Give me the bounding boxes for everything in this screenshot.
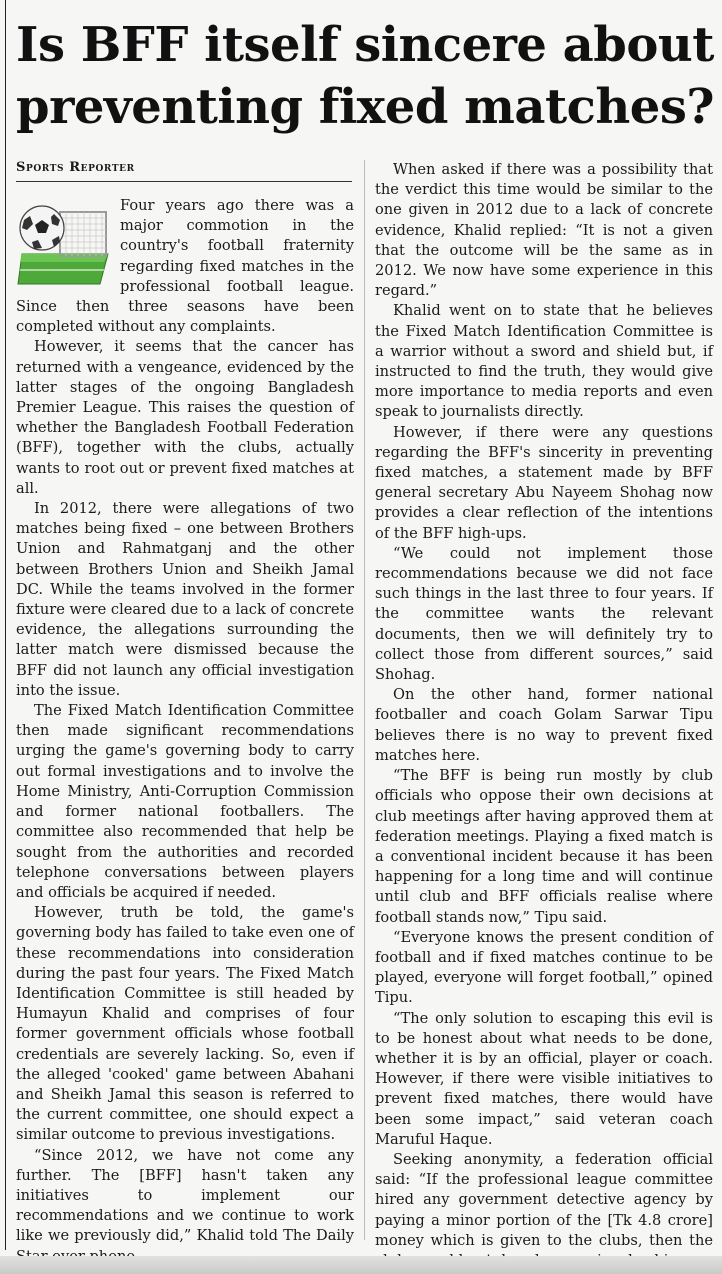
- paragraph: Four years ago there was a major commotion in the country's football fraternity regarding fixed matches in the professional football league. Since then three seasons have been completed without any complaints.: [16, 197, 354, 336]
- page-bottom-edge: [0, 1256, 722, 1274]
- paragraph: On the other hand, former national footballer and coach Golam Sarwar Tipu believes there is no way to prevent fixed matches here.: [375, 686, 713, 764]
- paragraph: Khalid went on to state that he believes the Fixed Match Identification Committee is a warrior without a sword and shield but, if instructed to find the truth, they would give more importance to media reports and even speak to journalists directly.: [375, 302, 713, 421]
- paragraph: The Fixed Match Identification Committee then made significant recommendations urging the game's governing body to carry out formal investigations and to involve the Home Ministry, Anti-Corruption Commission and former national footballers. The committee also recommended that help be sought from the authorities and recorded telephone conversations between players and officials be acquired if needed.: [16, 702, 354, 901]
- page-edge-rule: [5, 0, 6, 1250]
- article-column-left: [16, 196, 354, 1267]
- headline: Is BFF itself sincere about preventing fixed matches?: [16, 17, 714, 135]
- paragraph: “The BFF is being run mostly by club officials who oppose their own decisions at club meetings after having approved them at federation meetings. Playing a fixed match is a conventional incident because it has been happening for a long time and will continue until club and BFF officials realise where football stands now,” Tipu said.: [375, 767, 713, 926]
- column-divider: [364, 160, 365, 1240]
- paragraph: In 2012, there were allegations of two matches being fixed – one between Brothers Union and Rahmatganj and the other between Brothers Union and Sheikh Jamal DC. While the teams involved in the former fixture were cleared due to a lack of concrete evidence, the allegations surrounding the latter match were dismissed because the BFF did not launch any official investigation into the issue.: [16, 500, 354, 699]
- paragraph: “Everyone knows the present condition of football and if fixed matches continue to be played, everyone will forget football,” opined Tipu.: [375, 928, 713, 1007]
- paragraph: “The only solution to escaping this evil is to be honest about what needs to be done, whether it is by an official, player or coach. However, if there were visible initiatives to prevent fixed matches, there would have been some impact,” said veteran coach Maruful Haque.: [375, 1009, 713, 1148]
- paragraph: However, truth be told, the game's governing body has failed to take even one of these recommendations into consideration during the past four years. The Fixed Match Identification Committee is still headed by Humayun Khalid and comprises of four former government officials whose football credentials are severely lacking. So, even if the alleged 'cooked' game between Abahani and Sheikh Jamal this season is referred to the current committee, one should expect a similar outcome to previous investigations.: [16, 904, 354, 1144]
- paragraph: “We could not implement those recommendations because we did not face such things in the last three to four years. If the committee wants the relevant documents, then we will definitely try to collect those from different sources,” said Shohag.: [375, 544, 713, 684]
- football-goal-icon: [16, 198, 112, 290]
- paragraph: However, if there were any questions regarding the BFF's sincerity in preventing fixed matches, a statement made by BFF general secretary Abu Nayeem Shohag now provides a clear reflection of the intentions of the BFF high-ups.: [375, 423, 713, 542]
- article-column-right: [375, 160, 713, 1271]
- paragraph: Seeking anonymity, a federation official said: “If the professional league committee hired any government detective agency by paying a minor portion of the [Tk 4.8 crore] money which is given to the clubs, then the: [375, 1150, 713, 1249]
- byline: Sports Reporter: [16, 160, 352, 182]
- paragraph: When asked if there was a possibility that the verdict this time would be similar to the one given in 2012 due to a lack of concrete evidence, Khalid replied: “It is not a given that the outcome will be the same as in 2012. We now have some experience in this regard.”: [375, 161, 713, 300]
- paragraph: “Since 2012, we have not come any further. The [BFF] hasn't taken any initiatives to implement our recommendations and we continue to work like we previously did,” Khalid told The Daily: [16, 1146, 354, 1245]
- paragraph: However, it seems that the cancer has returned with a vengeance, evidenced by the latter stages of the ongoing Bangladesh Premier League. This raises the question of whether the Bangladesh Football Federation (BFF), together with the clubs, actually wants to root out or prevent fixed matches at all.: [16, 338, 354, 497]
